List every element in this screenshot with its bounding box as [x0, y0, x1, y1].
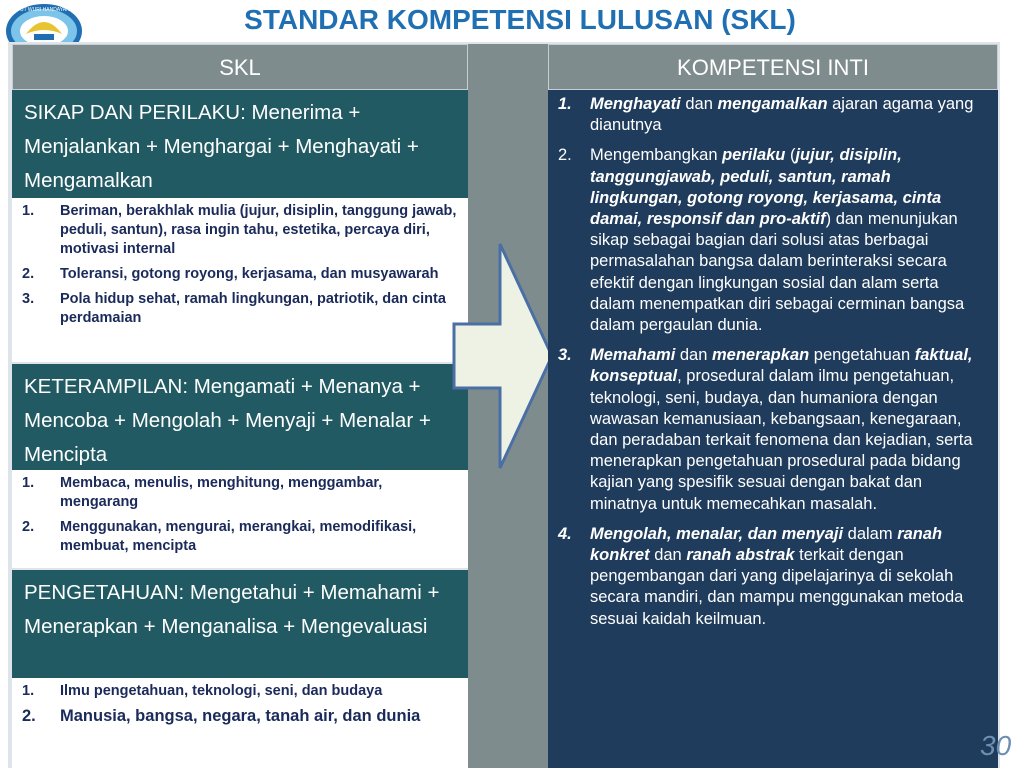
list-item: 3. Pola hidup sehat, ramah lingkungan, patriotik, dan cinta perdamaian	[22, 291, 446, 326]
section-sikap-title: SIKAP DAN PERILAKU: Menerima + Menjalankan + Menghargai + Menghayati + Mengamalkan	[12, 90, 468, 198]
ki-item-4: 4. Mengolah, menalar, dan menyaji dalam ranah konkret dan ranah abstrak terkait dengan pengembangan dari yang dipelajarinya di sekolah secara mandiri, dan mampu menggunakan metoda sesuai kaidah keilmuan.	[558, 524, 964, 628]
section-pengetahuan-list	[12, 678, 468, 768]
section-sikap-list	[12, 198, 468, 362]
list-item: 2. Menggunakan, mengurai, merangkai, memodifikasi, membuat, mencipta	[22, 519, 417, 554]
page-number: 30	[980, 730, 1012, 761]
kompetensi-inti-panel	[548, 90, 998, 768]
list-item: 1. Beriman, berakhlak mulia (jujur, disiplin, tanggung jawab, peduli, santun), rasa ingin tahu, estetika, percaya diri, motivasi internal	[22, 203, 457, 257]
kompetensi-inti-header: KOMPETENSI INTI	[548, 44, 998, 90]
svg-text:TUT WURI HANDAYANI: TUT WURI HANDAYANI	[16, 7, 72, 13]
list-item: 2. Toleransi, gotong royong, kerjasama, dan musyawarah	[22, 266, 439, 282]
skl-header: SKL	[12, 44, 468, 90]
ki-item-2: 2. Mengembangkan perilaku (jujur, disiplin, tanggungjawab, peduli, santun, ramah lingkungan, gotong royong, kerjasama, cinta damai, responsif dan pro-aktif) dan menunjukan sikap sebagai bagian dari solusi atas berbagai permasalahan bangsa dalam berinteraksi secara efektif dengan lingkungan sosial dan alam serta dalam menempatkan diri sebagai cerminan bangsa dalam pergaulan dunia.	[558, 146, 965, 335]
right-arrow-icon	[448, 240, 558, 472]
list-item: 1. Ilmu pengetahuan, teknologi, seni, dan budaya	[22, 683, 383, 699]
section-keterampilan-title: KETERAMPILAN: Mengamati + Menanya + Mencoba + Mengolah + Menyaji + Menalar + Mencipta	[12, 364, 468, 470]
section-keterampilan-list	[12, 470, 468, 568]
list-item: 1. Membaca, menulis, menghitung, menggambar, mengarang	[22, 475, 383, 510]
page-title: STANDAR KOMPETENSI LULUSAN (SKL)	[244, 4, 796, 35]
ki-item-3: 3. Memahami dan menerapkan pengetahuan faktual, konseptual, prosedural dalam ilmu pengetahuan, teknologi, seni, budaya, dan humaniora dengan wawasan kemanusiaan, kebangsaan, kenegaraan, dan peradaban terkait fenomena dan kejadian, serta menerapkan pengetahuan prosedural pada bidang kajian yang spesifik sesuai dengan bakat dan minatnya untuk memecahkan masalah.	[558, 346, 973, 513]
list-item: 2. Manusia, bangsa, negara, tanah air, dan dunia	[22, 707, 421, 725]
section-pengetahuan-title: PENGETAHUAN: Mengetahui + Memahami + Menerapkan + Menganalisa + Mengevaluasi	[12, 570, 468, 678]
ki-item-1: 1. Menghayati dan mengamalkan ajaran agama yang dianutnya	[558, 95, 974, 135]
